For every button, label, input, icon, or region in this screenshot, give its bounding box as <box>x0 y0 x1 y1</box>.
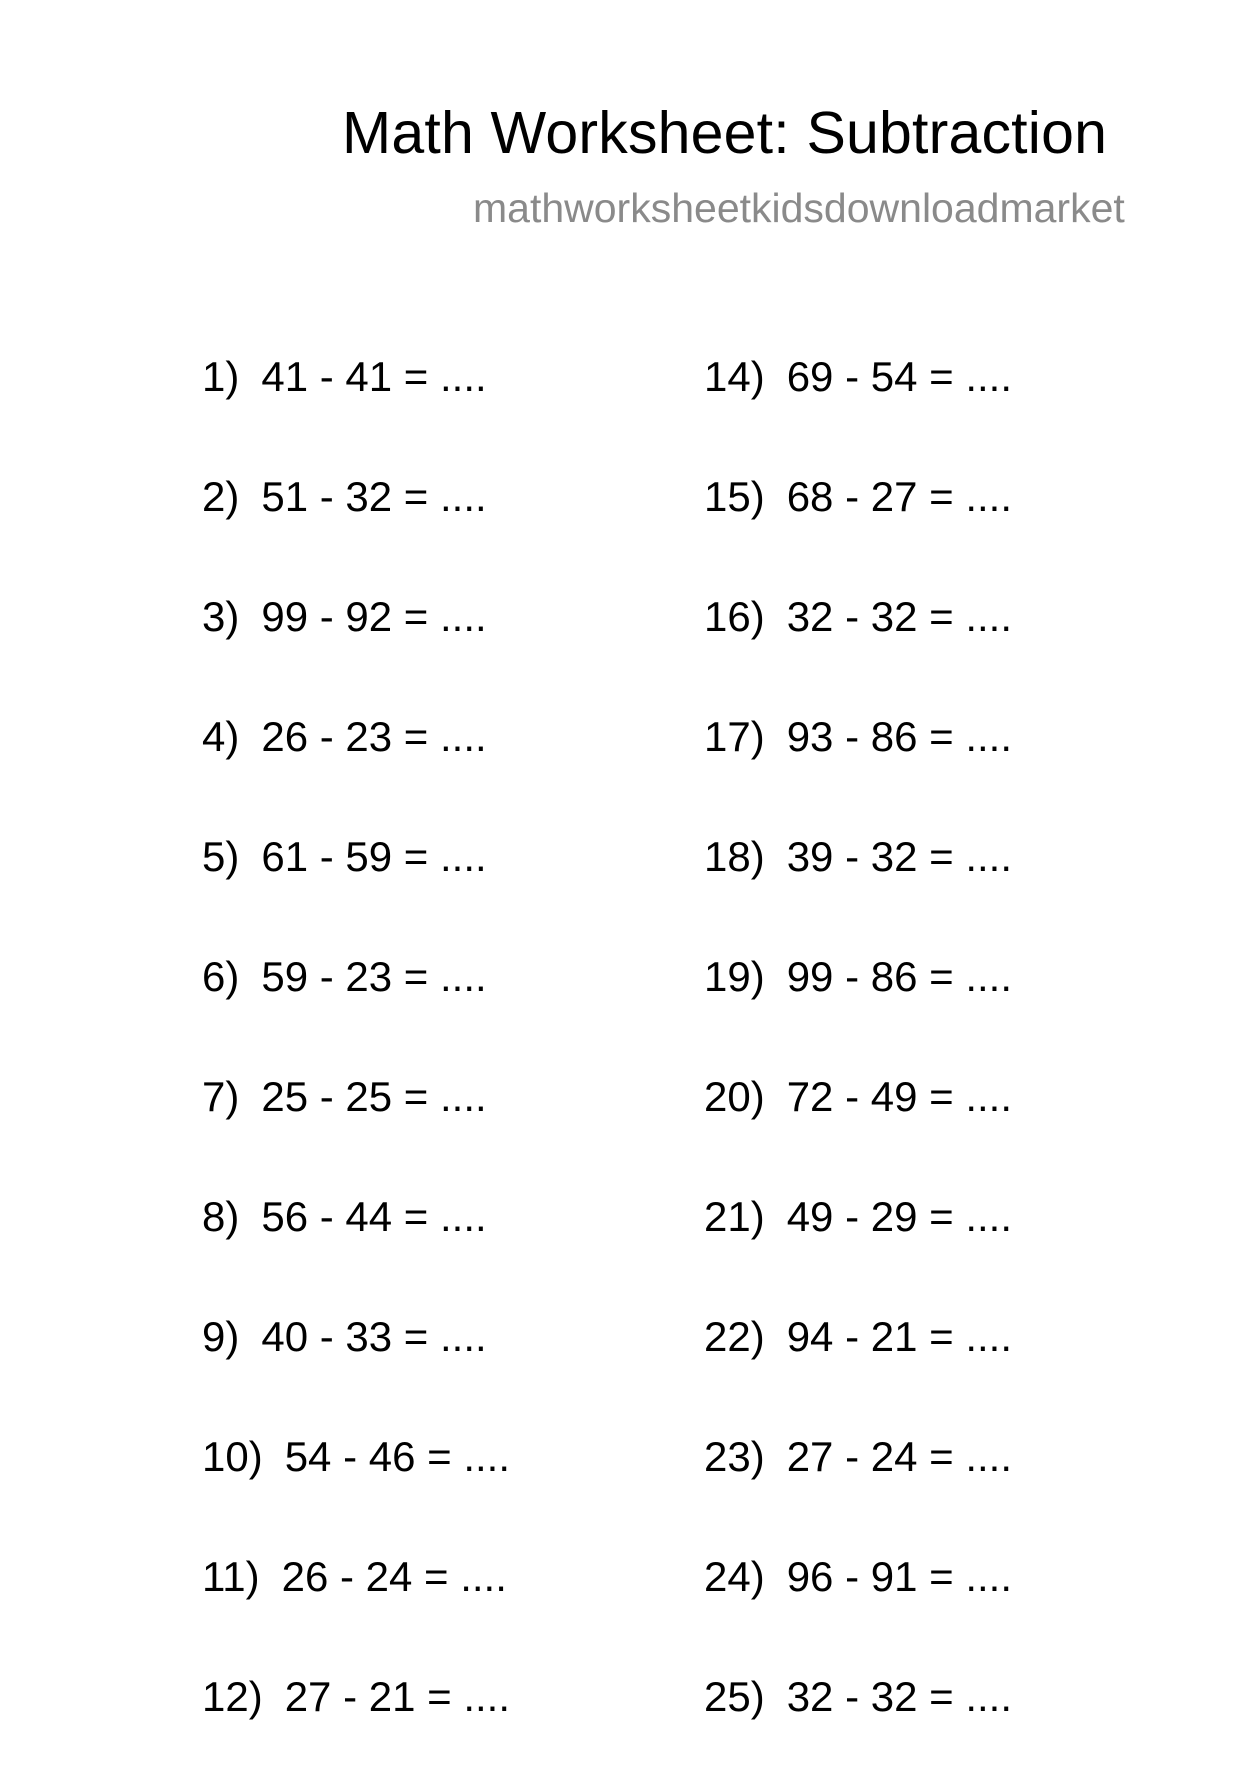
problem-column-right <box>704 352 1164 1792</box>
problem-expression: 72 - 49 = .... <box>786 1073 1013 1120</box>
problem-number: 10) <box>202 1433 263 1480</box>
problem-10 <box>202 1432 662 1552</box>
problem-expression: 61 - 59 = .... <box>261 833 487 880</box>
problem-number: 2) <box>202 473 240 520</box>
problem-expression: 51 - 32 = .... <box>261 473 487 520</box>
problem-number: 11) <box>202 1553 260 1600</box>
problem-6 <box>202 952 662 1072</box>
problem-number: 19) <box>704 953 765 1000</box>
problem-expression: 59 - 23 = .... <box>261 953 487 1000</box>
problem-number: 15) <box>704 473 765 520</box>
problem-number: 6) <box>202 953 240 1000</box>
problem-number: 14) <box>704 353 765 400</box>
problem-number: 21) <box>704 1193 765 1240</box>
problem-number: 20) <box>704 1073 765 1120</box>
problem-expression: 96 - 91 = .... <box>786 1553 1013 1600</box>
problem-number: 25) <box>704 1673 765 1720</box>
problem-2 <box>202 472 662 592</box>
problem-3 <box>202 592 662 712</box>
page-subtitle: mathworksheetkidsdownloadmarket <box>473 185 1125 231</box>
problem-expression: 99 - 92 = .... <box>261 593 487 640</box>
problem-expression: 39 - 32 = .... <box>786 833 1013 880</box>
problem-column-left <box>202 352 662 1792</box>
problem-21 <box>704 1192 1164 1312</box>
problem-expression: 26 - 24 = .... <box>281 1553 507 1600</box>
problem-number: 12) <box>202 1673 263 1720</box>
problem-expression: 25 - 25 = .... <box>261 1073 487 1120</box>
problem-number: 1) <box>202 353 240 400</box>
problem-expression: 32 - 32 = .... <box>786 593 1013 640</box>
problem-expression: 41 - 41 = .... <box>261 353 487 400</box>
problem-25 <box>704 1672 1164 1792</box>
problem-expression: 99 - 86 = .... <box>786 953 1013 1000</box>
problem-expression: 32 - 32 = .... <box>786 1673 1013 1720</box>
problem-expression: 93 - 86 = .... <box>786 713 1013 760</box>
problem-1 <box>202 352 662 472</box>
problem-expression: 56 - 44 = .... <box>261 1193 487 1240</box>
problem-number: 8) <box>202 1193 240 1240</box>
problem-expression: 40 - 33 = .... <box>261 1313 487 1360</box>
problem-expression: 94 - 21 = .... <box>786 1313 1013 1360</box>
problem-expression: 26 - 23 = .... <box>261 713 487 760</box>
problem-15 <box>704 472 1164 592</box>
problem-expression: 27 - 24 = .... <box>786 1433 1013 1480</box>
problem-24 <box>704 1552 1164 1672</box>
problem-14 <box>704 352 1164 472</box>
problem-number: 3) <box>202 593 240 640</box>
problem-7 <box>202 1072 662 1192</box>
problem-expression: 49 - 29 = .... <box>786 1193 1013 1240</box>
problem-number: 24) <box>704 1553 765 1600</box>
problem-number: 4) <box>202 713 240 760</box>
problem-number: 7) <box>202 1073 240 1120</box>
problem-number: 16) <box>704 593 765 640</box>
problem-12 <box>202 1672 662 1792</box>
problem-number: 17) <box>704 713 765 760</box>
problem-number: 5) <box>202 833 240 880</box>
problem-11 <box>202 1552 662 1672</box>
problem-number: 18) <box>704 833 765 880</box>
problem-expression: 27 - 21 = .... <box>284 1673 511 1720</box>
problem-23 <box>704 1432 1164 1552</box>
problem-20 <box>704 1072 1164 1192</box>
problem-8 <box>202 1192 662 1312</box>
problem-17 <box>704 712 1164 832</box>
problem-16 <box>704 592 1164 712</box>
problem-22 <box>704 1312 1164 1432</box>
problem-number: 9) <box>202 1313 240 1360</box>
problem-expression: 68 - 27 = .... <box>786 473 1013 520</box>
page-title: Math Worksheet: Subtraction <box>342 100 1108 166</box>
problem-expression: 69 - 54 = .... <box>786 353 1013 400</box>
problem-19 <box>704 952 1164 1072</box>
problem-number: 23) <box>704 1433 765 1480</box>
problem-5 <box>202 832 662 952</box>
problem-4 <box>202 712 662 832</box>
problem-expression: 54 - 46 = .... <box>284 1433 511 1480</box>
problem-number: 22) <box>704 1313 765 1360</box>
problem-18 <box>704 832 1164 952</box>
problem-9 <box>202 1312 662 1432</box>
